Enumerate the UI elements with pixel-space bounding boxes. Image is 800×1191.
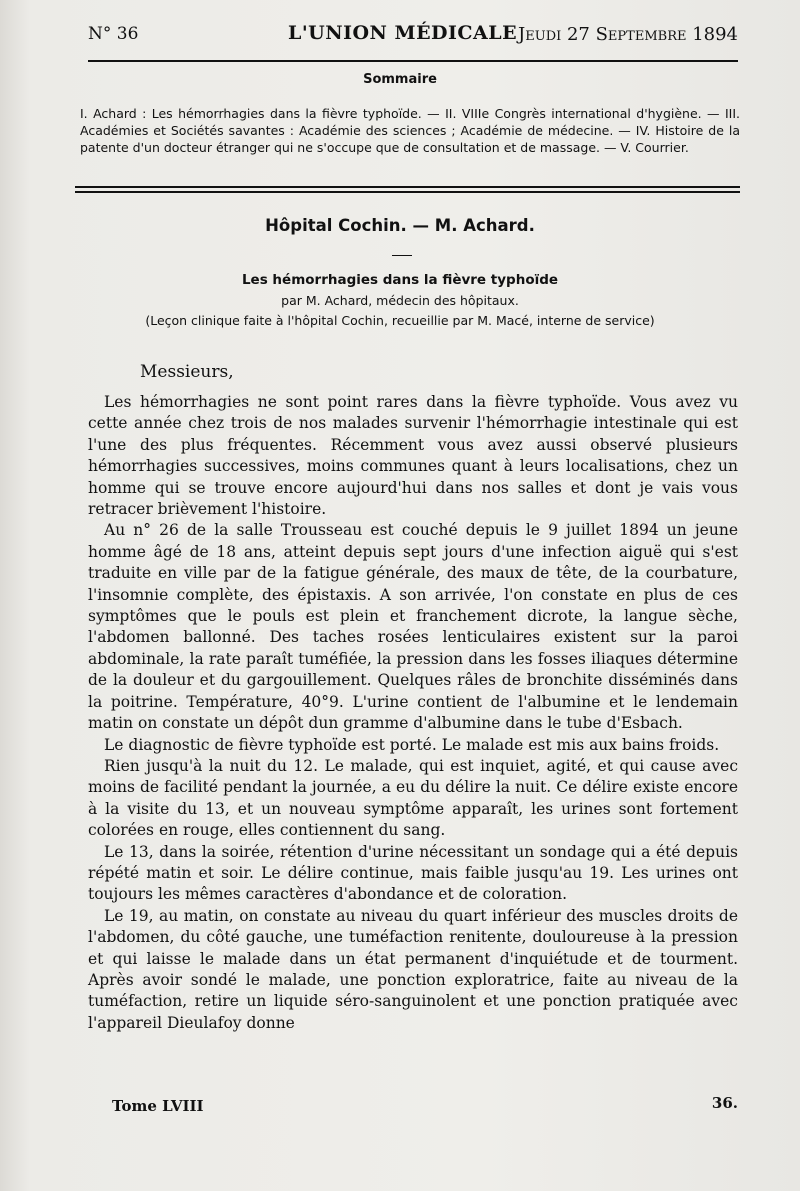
issue-number: N° 36 [88,24,139,44]
paragraph: Au n° 26 de la salle Trousseau est couché depuis le 9 juillet 1894 un jeune homme âgé de 18 ans, atteint depuis sept jours d'une infection aiguë qui s'est traduite en ville par de la fatigue générale, des maux de tête, de la courbature, l'insomnie complète, des épistaxis. A son arrivée, l'on constate en plus de ces symptômes que le pouls est plein et franchement dicrote, la langue sèche, l'abdomen ballonné. Des taches rosées lenticulaires existent sur la paroi abdominale, la rate paraît tuméfiée, la pression dans les fosses iliaques détermine de la douleur et du gargouillement. Quelques râles de bronchite disséminés dans la poitrine. Température, 40°9. L'urine contient de l'albumine et le lendemain matin on constate un dépôt dun gramme d'albumine dans le tube d'Esbach. [88,521,738,733]
running-header [88,22,738,52]
issue-date: Jeudi 27 Septembre 1894 [518,24,738,45]
paragraph: Les hémorrhagies ne sont point rares dans la fièvre typhoïde. Vous avez vu cette année chez trois de nos malades survenir l'hémorrhagie intestinale qui est l'une des plus fréquentes. Récemment vous avez aussi observé plusieurs hémorrhagies successives, moins communes quant à leurs localisations, chez un homme qui se trouve encore aujourd'hui dans nos salles et dont je vais vous retracer brièvement l'histoire. [88,393,738,519]
salutation: Messieurs, [140,362,234,382]
article-author: par M. Achard, médecin des hôpitaux. [281,293,519,308]
sommaire [80,105,740,156]
paragraph: Le 13, dans la soirée, rétention d'urine nécessitant un sondage qui a été depuis répété matin et soir. Le délire continue, mais faible jusqu'au 19. Les urines ont toujours les mêmes caractères d'abondance et de coloration. [88,842,738,904]
title-dash [392,255,412,256]
sommaire-title: Sommaire [363,72,437,87]
header-rule [88,60,738,62]
journal-title: L'UNION MÉDICALE [288,22,518,44]
sommaire-rule-bottom [75,191,740,193]
article-body [88,392,738,1034]
page-number: 36. [711,1094,738,1112]
footer-tome: Tome LVIII [112,1097,204,1115]
paragraph: Rien jusqu'à la nuit du 12. Le malade, qui est inquiet, agité, et qui cause avec moins de facilité pendant la journée, a eu du délire la nuit. Ce délire existe encore à la visite du 13, et un nouveau symptôme apparaît, les urines sont fortement colorées en rouge, elles contiennent du sang. [88,756,738,840]
sommaire-text: I. Achard : Les hémorrhagies dans la fièvre typhoïde. — II. VIIIe Congrès international d'hygiène. — III. Académies et Sociétés savantes : Académie des sciences ; Académie de médecine. — IV. Histoire de la patente d'un docteur étranger qui ne s'occupe que de consultation et de massage. — V. Courrier. [80,106,740,155]
paragraph: Le 19, au matin, on constate au niveau du quart inférieur des muscles droits de l'abdomen, du côté gauche, une tuméfaction renitente, douloureuse à la pression et qui laisse le malade dans un état permanent d'inquiétude et de tourment. Après avoir sondé le malade, une ponction exploratrice, faite au niveau de la tuméfaction, retire un liquide séro-sanguinolent et une ponction pratiquée avec l'appareil Dieulafoy donne [88,906,738,1032]
article-lecon: (Leçon clinique faite à l'hôpital Cochin, recueillie par M. Macé, interne de service) [145,313,655,328]
article-hopital: Hôpital Cochin. — M. Achard. [265,216,535,235]
article-title: Les hémorrhagies dans la fièvre typhoïde [241,272,559,288]
sommaire-rule-top [75,186,740,188]
paragraph: Le diagnostic de fièvre typhoïde est porté. Le malade est mis aux bains froids. [104,735,720,754]
